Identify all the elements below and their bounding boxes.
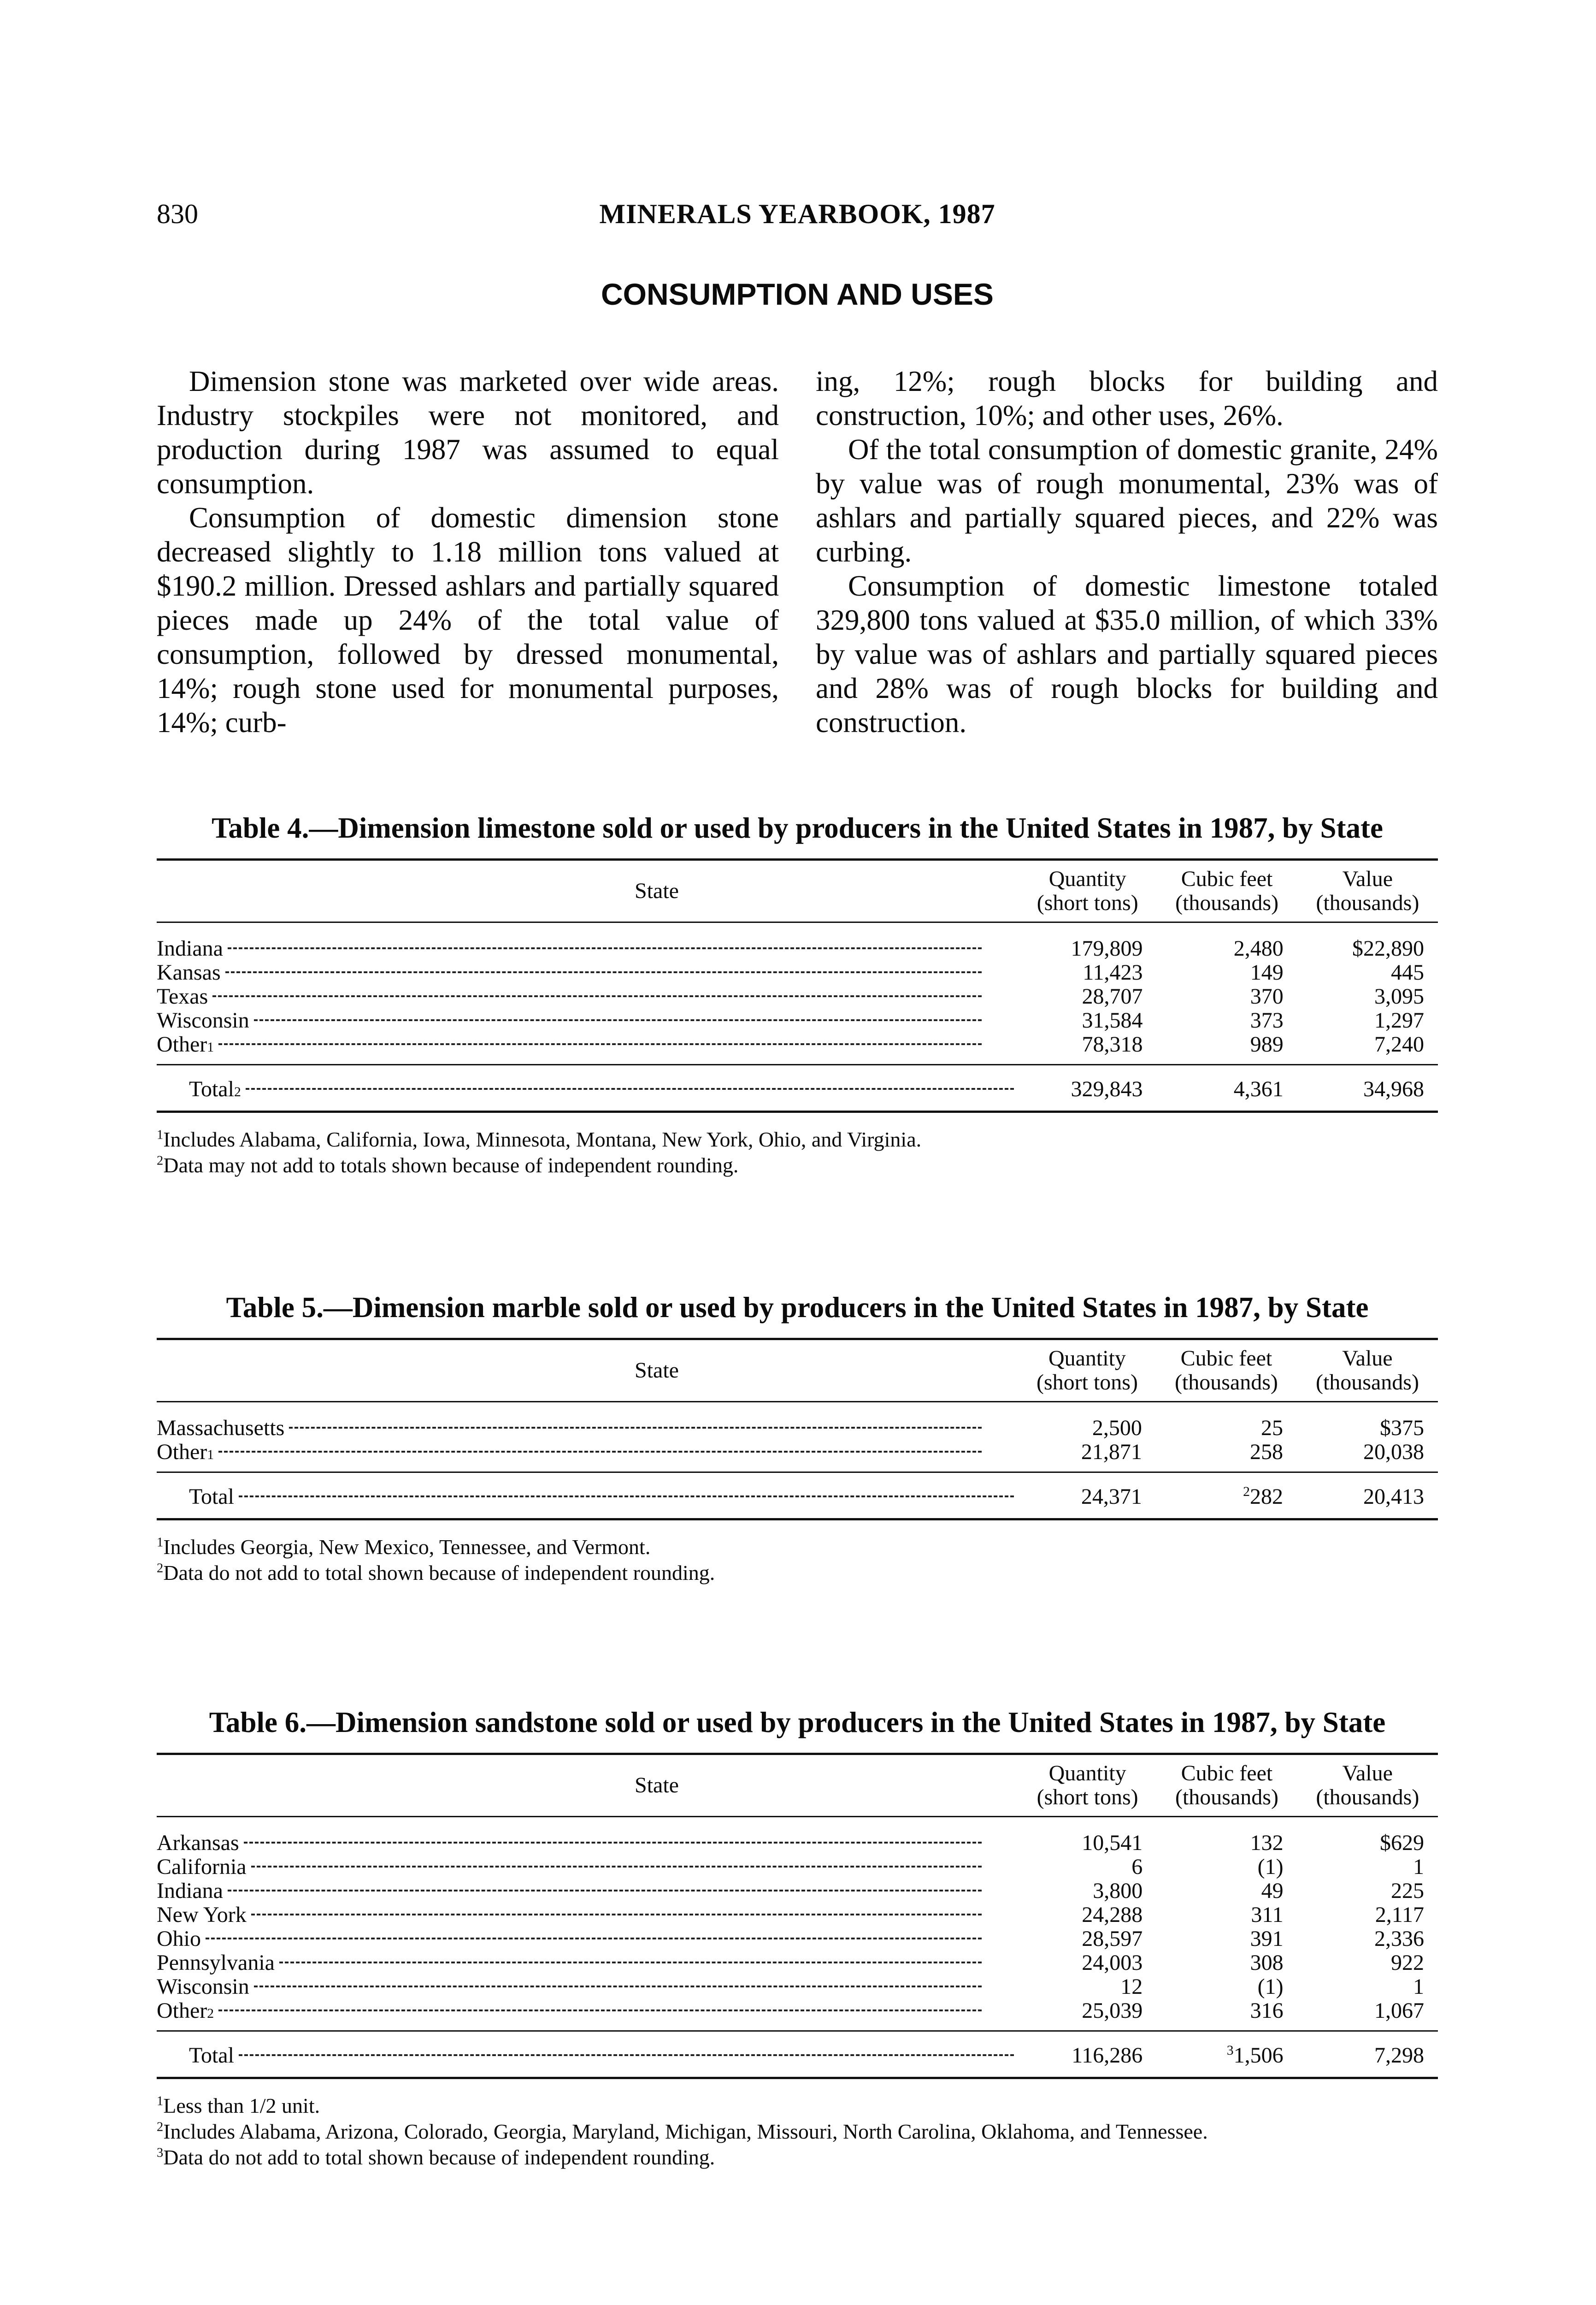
state-name: Kansas — [157, 960, 221, 985]
section-title: CONSUMPTION AND USES — [601, 277, 994, 311]
column-header-quantity: Quantity (short tons) — [1019, 1754, 1156, 1817]
state-name: Other — [157, 1998, 207, 2023]
column-header-cubic-feet: Cubic feet (thousands) — [1156, 1754, 1297, 1817]
cubic-feet-cell: 391 — [1250, 1927, 1284, 1951]
state-name: Indiana — [157, 936, 223, 961]
footnote: $^1$Includes Alabama, California, Iowa, Minnesota, Montana, New York, Ohio, and Virginia. — [157, 1128, 922, 1151]
cubic-feet-cell: 149 — [1250, 960, 1284, 985]
column-header-value: Value (thousands) — [1297, 1754, 1438, 1817]
value-cell: 445 — [1391, 960, 1424, 985]
state-name: Wisconsin — [157, 1974, 249, 1999]
value-cell: 2,117 — [1375, 1903, 1424, 1927]
table-row — [157, 922, 1438, 961]
quantity-cell: 12 — [1120, 1974, 1143, 1999]
quantity-cell: 11,423 — [1083, 960, 1143, 985]
state-name: Wisconsin — [157, 1008, 249, 1033]
cubic-feet-cell: $^2$282 — [1156, 1472, 1297, 1519]
total-row: Total 2 329,843 4,361 34,968 — [157, 1065, 1438, 1112]
cubic-feet-cell: 132 — [1250, 1831, 1284, 1855]
table-row — [157, 1975, 1438, 1999]
column-header-state: State — [157, 860, 1019, 922]
quantity-cell: 6 — [1131, 1855, 1143, 1879]
table-row — [157, 1009, 1438, 1033]
quantity-cell: 24,371 — [1019, 1472, 1156, 1519]
footnote: $^3$Data do not add to total shown because of independent rounding. — [157, 2145, 715, 2169]
table-4 — [157, 811, 1438, 1178]
cubic-feet-cell: 49 — [1261, 1879, 1284, 1903]
paragraph: Dimension stone was marketed over wide areas. Industry stockpiles were not monitored, and production during 1987 was assumed to equal consumption. — [157, 365, 779, 500]
column-header-quantity: Quantity (short tons) — [1019, 860, 1156, 922]
cubic-feet-cell: 370 — [1250, 984, 1284, 1009]
state-name: Texas — [157, 984, 208, 1009]
column-header-value: Value (thousands) — [1297, 860, 1438, 922]
quantity-cell: 116,286 — [1019, 2031, 1156, 2078]
table-row — [157, 1855, 1438, 1879]
footnote: $^2$Data do not add to total shown because of independent rounding. — [157, 1561, 715, 1584]
value-cell: 225 — [1391, 1879, 1424, 1903]
footnotes — [157, 1127, 1438, 1178]
data-table — [157, 858, 1438, 1113]
value-cell: 1 — [1413, 1974, 1424, 1999]
total-label: Total — [189, 1484, 234, 1509]
state-name: California — [157, 1855, 247, 1879]
table-title: Table 4.—Dimension limestone sold or used by producers in the United States in 1987, by State — [212, 812, 1383, 844]
value-cell: 1 — [1413, 1855, 1424, 1879]
cubic-feet-cell: 258 — [1249, 1440, 1283, 1464]
state-name: Massachusetts — [157, 1416, 285, 1440]
quantity-cell: 21,871 — [1081, 1440, 1142, 1464]
value-cell: 20,413 — [1297, 1472, 1438, 1519]
quantity-cell: 28,707 — [1082, 984, 1143, 1009]
column-header-state: State — [157, 1754, 1019, 1817]
table-row — [157, 1879, 1438, 1903]
running-title: MINERALS YEARBOOK, 1987 — [599, 199, 995, 229]
quantity-cell: 3,800 — [1093, 1879, 1143, 1903]
table-row: Other 2 25,039 316 1,067 — [157, 1999, 1438, 2031]
quantity-cell: 2,500 — [1092, 1416, 1142, 1440]
state-name: Other — [157, 1032, 207, 1057]
quantity-cell: 78,318 — [1082, 1032, 1143, 1057]
table-row — [157, 961, 1438, 985]
cubic-feet-cell: (1) — [1257, 1855, 1284, 1879]
table-row — [157, 985, 1438, 1009]
quantity-cell: 24,003 — [1082, 1950, 1143, 1975]
text-column-right — [816, 364, 1438, 739]
cubic-feet-cell: 311 — [1251, 1903, 1284, 1927]
text-column-left — [157, 364, 779, 739]
paragraph: Consumption of domestic limestone totaled 329,800 tons valued at $35.0 million, of which 33% by value was of ashlars and partially squared pieces and 28% was of rough blocks for building and construction. — [816, 570, 1438, 739]
table-title: Table 6.—Dimension sandstone sold or used by producers in the United States in 1987, by State — [209, 1706, 1386, 1738]
table-5 — [157, 1291, 1438, 1586]
value-cell: 34,968 — [1297, 1065, 1438, 1112]
quantity-cell: 179,809 — [1071, 936, 1143, 961]
table-row: Other 1 21,871 258 20,038 — [157, 1440, 1438, 1472]
quantity-cell: 24,288 — [1082, 1903, 1143, 1927]
value-cell: 20,038 — [1363, 1440, 1424, 1464]
paragraph: ing, 12%; rough blocks for building and construction, 10%; and other uses, 26%. — [816, 365, 1438, 431]
footnote: $^2$Includes Alabama, Arizona, Colorado, Georgia, Maryland, Michigan, Missouri, North Carolina, Oklahoma, and Tennessee. — [157, 2120, 1208, 2143]
paragraph: Of the total consumption of domestic granite, 24% by value was of rough monumental, 23% was of ashlars and partially squared pieces, and 22% was curbing. — [816, 433, 1438, 568]
table-row — [157, 1402, 1438, 1441]
value-cell: 7,298 — [1297, 2031, 1438, 2078]
table-row — [157, 1951, 1438, 1975]
state-name: New York — [157, 1903, 247, 1927]
table-6 — [157, 1706, 1438, 2170]
total-label: Total — [189, 2043, 234, 2068]
table-title: Table 5.—Dimension marble sold or used by producers in the United States in 1987, by State — [226, 1291, 1369, 1324]
table-row — [157, 1927, 1438, 1951]
footnote: $^1$Less than 1/2 unit. — [157, 2094, 320, 2117]
page-header — [157, 198, 1438, 235]
table-row — [157, 1817, 1438, 1856]
quantity-cell: 10,541 — [1082, 1831, 1143, 1855]
value-cell: 922 — [1391, 1950, 1424, 1975]
cubic-feet-cell: 316 — [1250, 1998, 1284, 2023]
body-text — [157, 364, 1438, 739]
value-cell: $629 — [1380, 1831, 1424, 1855]
total-row — [157, 2031, 1438, 2078]
value-cell: 3,095 — [1374, 984, 1424, 1009]
quantity-cell: 25,039 — [1082, 1998, 1143, 2023]
column-header-quantity: Quantity (short tons) — [1019, 1339, 1156, 1402]
value-cell: 1,297 — [1374, 1008, 1424, 1033]
column-header-state: State — [157, 1339, 1019, 1402]
data-table — [157, 1338, 1438, 1520]
footnotes — [157, 1534, 1438, 1586]
column-header-value: Value (thousands) — [1297, 1339, 1438, 1402]
value-cell: 7,240 — [1374, 1032, 1424, 1057]
quantity-cell: 329,843 — [1019, 1065, 1156, 1112]
quantity-cell: 31,584 — [1082, 1008, 1143, 1033]
cubic-feet-cell: 308 — [1250, 1950, 1284, 1975]
value-cell: 2,336 — [1374, 1927, 1424, 1951]
value-cell: $375 — [1380, 1416, 1424, 1440]
paragraph: Consumption of domestic dimension stone decreased slightly to 1.18 million tons valued at $190.2 million. Dressed ashlars and partially squared pieces made up 24% of the total value of consumption, followed by dressed monumental, 14%; rough stone used for monumental purposes, 14%; curb- — [157, 502, 779, 739]
table-row: Other 1 78,318 989 7,240 — [157, 1033, 1438, 1065]
state-name: Ohio — [157, 1927, 201, 1951]
value-cell: 1,067 — [1374, 1998, 1424, 2023]
cubic-feet-cell: 373 — [1250, 1008, 1284, 1033]
quantity-cell: 28,597 — [1082, 1927, 1143, 1951]
footnote: $^1$Includes Georgia, New Mexico, Tennessee, and Vermont. — [157, 1535, 651, 1559]
footnotes — [157, 2093, 1438, 2170]
column-header-cubic-feet: Cubic feet (thousands) — [1156, 860, 1297, 922]
cubic-feet-cell: 4,361 — [1156, 1065, 1297, 1112]
footnote: $^2$Data may not add to totals shown because of independent rounding. — [157, 1153, 739, 1177]
cubic-feet-cell: 25 — [1260, 1416, 1283, 1440]
cubic-feet-cell: $^3$1,506 — [1156, 2031, 1297, 2078]
state-name: Pennsylvania — [157, 1950, 275, 1975]
value-cell: $22,890 — [1352, 936, 1424, 961]
cubic-feet-cell: (1) — [1257, 1974, 1284, 1999]
table-row — [157, 1903, 1438, 1927]
cubic-feet-cell: 2,480 — [1233, 936, 1284, 961]
total-row — [157, 1472, 1438, 1519]
state-name: Arkansas — [157, 1831, 239, 1855]
state-name: Indiana — [157, 1879, 223, 1903]
data-table — [157, 1753, 1438, 2079]
total-label: Total — [189, 1077, 234, 1101]
column-header-cubic-feet: Cubic feet (thousands) — [1156, 1339, 1297, 1402]
page-number: 830 — [157, 199, 198, 229]
state-name: Other — [157, 1440, 207, 1464]
cubic-feet-cell: 989 — [1250, 1032, 1284, 1057]
